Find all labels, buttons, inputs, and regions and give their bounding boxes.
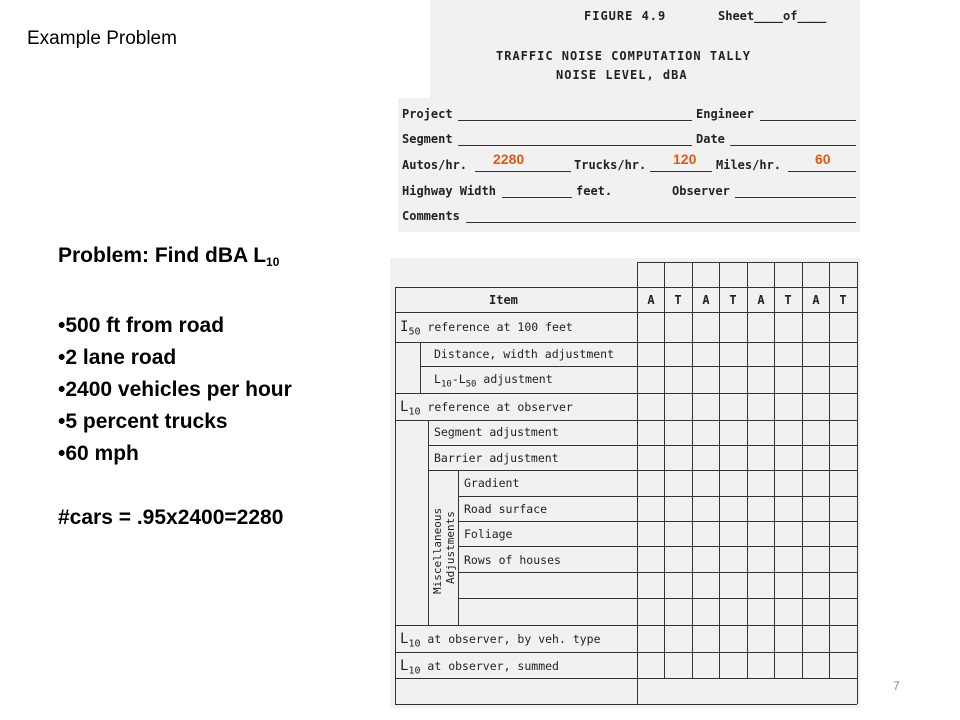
bullet-volume: •2400 vehicles per hour bbox=[58, 378, 292, 401]
comments-label: Comments bbox=[402, 209, 460, 223]
page-number: 7 bbox=[893, 679, 900, 693]
miles-line bbox=[788, 171, 856, 172]
misc-label: Miscellaneous bbox=[431, 507, 444, 594]
autos-label: Autos/hr. bbox=[402, 158, 468, 172]
row-road-surface: Road surface bbox=[464, 502, 548, 516]
col-header-t3: T bbox=[784, 293, 792, 307]
row-distance-adjustment: Distance, width adjustment bbox=[434, 347, 615, 361]
project-label: Project bbox=[402, 107, 453, 121]
col-line bbox=[664, 262, 665, 678]
trucks-label: Trucks/hr. bbox=[574, 158, 647, 172]
observer-label: Observer bbox=[672, 184, 730, 198]
comments-line bbox=[466, 222, 856, 223]
observer-line bbox=[735, 197, 856, 198]
form-subtitle: NOISE LEVEL, dBA bbox=[556, 68, 688, 82]
bullet-speed: •60 mph bbox=[58, 442, 139, 465]
row-segment-adjustment: Segment adjustment bbox=[434, 425, 559, 439]
col-header-t1: T bbox=[674, 293, 682, 307]
row-line bbox=[395, 678, 857, 679]
col-line bbox=[692, 262, 693, 678]
col-header-t2: T bbox=[729, 293, 737, 307]
date-label: Date bbox=[696, 132, 725, 146]
sheet-label: Sheet____of____ bbox=[718, 9, 827, 23]
table-right-edge bbox=[857, 262, 858, 704]
problem-statement bbox=[58, 240, 292, 534]
segment-label: Segment bbox=[402, 132, 453, 146]
row-line bbox=[458, 572, 857, 573]
row-line bbox=[458, 598, 857, 599]
col-header-a4: A bbox=[812, 293, 820, 307]
slide-title: Example Problem bbox=[27, 28, 177, 49]
bullet-distance: •500 ft from road bbox=[58, 314, 225, 337]
item-header: Item bbox=[489, 293, 518, 307]
row-line bbox=[428, 470, 857, 471]
row-line bbox=[395, 342, 857, 343]
row-line bbox=[395, 652, 857, 653]
feet-label: feet. bbox=[576, 184, 613, 198]
engineer-label: Engineer bbox=[696, 107, 754, 121]
speed-value: 60 bbox=[815, 151, 831, 167]
segment-line bbox=[458, 145, 692, 146]
col-header-a1: A bbox=[647, 293, 655, 307]
bullet-lanes: •2 lane road bbox=[58, 346, 177, 369]
problem-heading: Problem: Find dBA $L_{10}$ bbox=[58, 244, 280, 269]
adjustments-label: Adjustments bbox=[444, 511, 457, 584]
row-line bbox=[458, 496, 857, 497]
col-header-t4: T bbox=[839, 293, 847, 307]
engineer-line bbox=[760, 120, 856, 121]
figure-label: FIGURE 4.9 bbox=[584, 9, 667, 23]
row-l10-summed: $L_{10}$ at observer, summed bbox=[400, 658, 559, 677]
col-line bbox=[719, 262, 720, 678]
item-col-right bbox=[637, 262, 638, 704]
misc-divider bbox=[458, 470, 459, 625]
autos-line bbox=[475, 171, 571, 172]
col-line bbox=[747, 262, 748, 678]
col-header-a3: A bbox=[757, 293, 765, 307]
row-line bbox=[395, 393, 857, 394]
project-line bbox=[458, 120, 692, 121]
row-l10-by-vehicle: $L_{10}$ at observer, by veh. type bbox=[400, 631, 601, 650]
row-l10-reference: $L_{10}$ reference at observer bbox=[400, 399, 573, 418]
row-foliage: Foliage bbox=[464, 527, 513, 541]
form-title: TRAFFIC NOISE COMPUTATION TALLY bbox=[496, 49, 751, 63]
miles-label: Miles/hr. bbox=[716, 158, 782, 172]
autos-value: 2280 bbox=[493, 151, 525, 167]
highway-width-label: Highway Width bbox=[402, 184, 496, 198]
highway-width-line bbox=[502, 197, 572, 198]
row-line bbox=[395, 704, 857, 705]
cars-calculation: #cars = .95x2400=2280 bbox=[58, 506, 284, 529]
row-barrier-adjustment: Barrier adjustment bbox=[434, 451, 559, 465]
row-l10-l50-adjustment: $L_{10}-L_{50}$ adjustment bbox=[434, 372, 553, 390]
col-line bbox=[802, 262, 803, 678]
trucks-line bbox=[650, 171, 712, 172]
bullet-trucks: •5 percent trucks bbox=[58, 410, 228, 433]
col-header-a2: A bbox=[702, 293, 710, 307]
row-line bbox=[458, 521, 857, 522]
table-left-edge bbox=[395, 287, 396, 704]
row-line bbox=[458, 546, 857, 547]
table-top-items bbox=[395, 287, 857, 288]
trucks-value: 120 bbox=[673, 151, 697, 167]
row-l50-reference: $I_{50}$ reference at 100 feet bbox=[400, 319, 573, 338]
row-line bbox=[395, 420, 857, 421]
row-line bbox=[420, 366, 857, 367]
indent-line bbox=[428, 420, 429, 625]
row-rows-of-houses: Rows of houses bbox=[464, 553, 561, 567]
row-line bbox=[428, 445, 857, 446]
indent-line bbox=[420, 342, 421, 393]
row-gradient: Gradient bbox=[464, 476, 520, 490]
col-line bbox=[829, 262, 830, 678]
date-line bbox=[730, 145, 856, 146]
row-line bbox=[395, 625, 857, 626]
col-line bbox=[774, 262, 775, 678]
table-header-bottom bbox=[395, 312, 857, 313]
